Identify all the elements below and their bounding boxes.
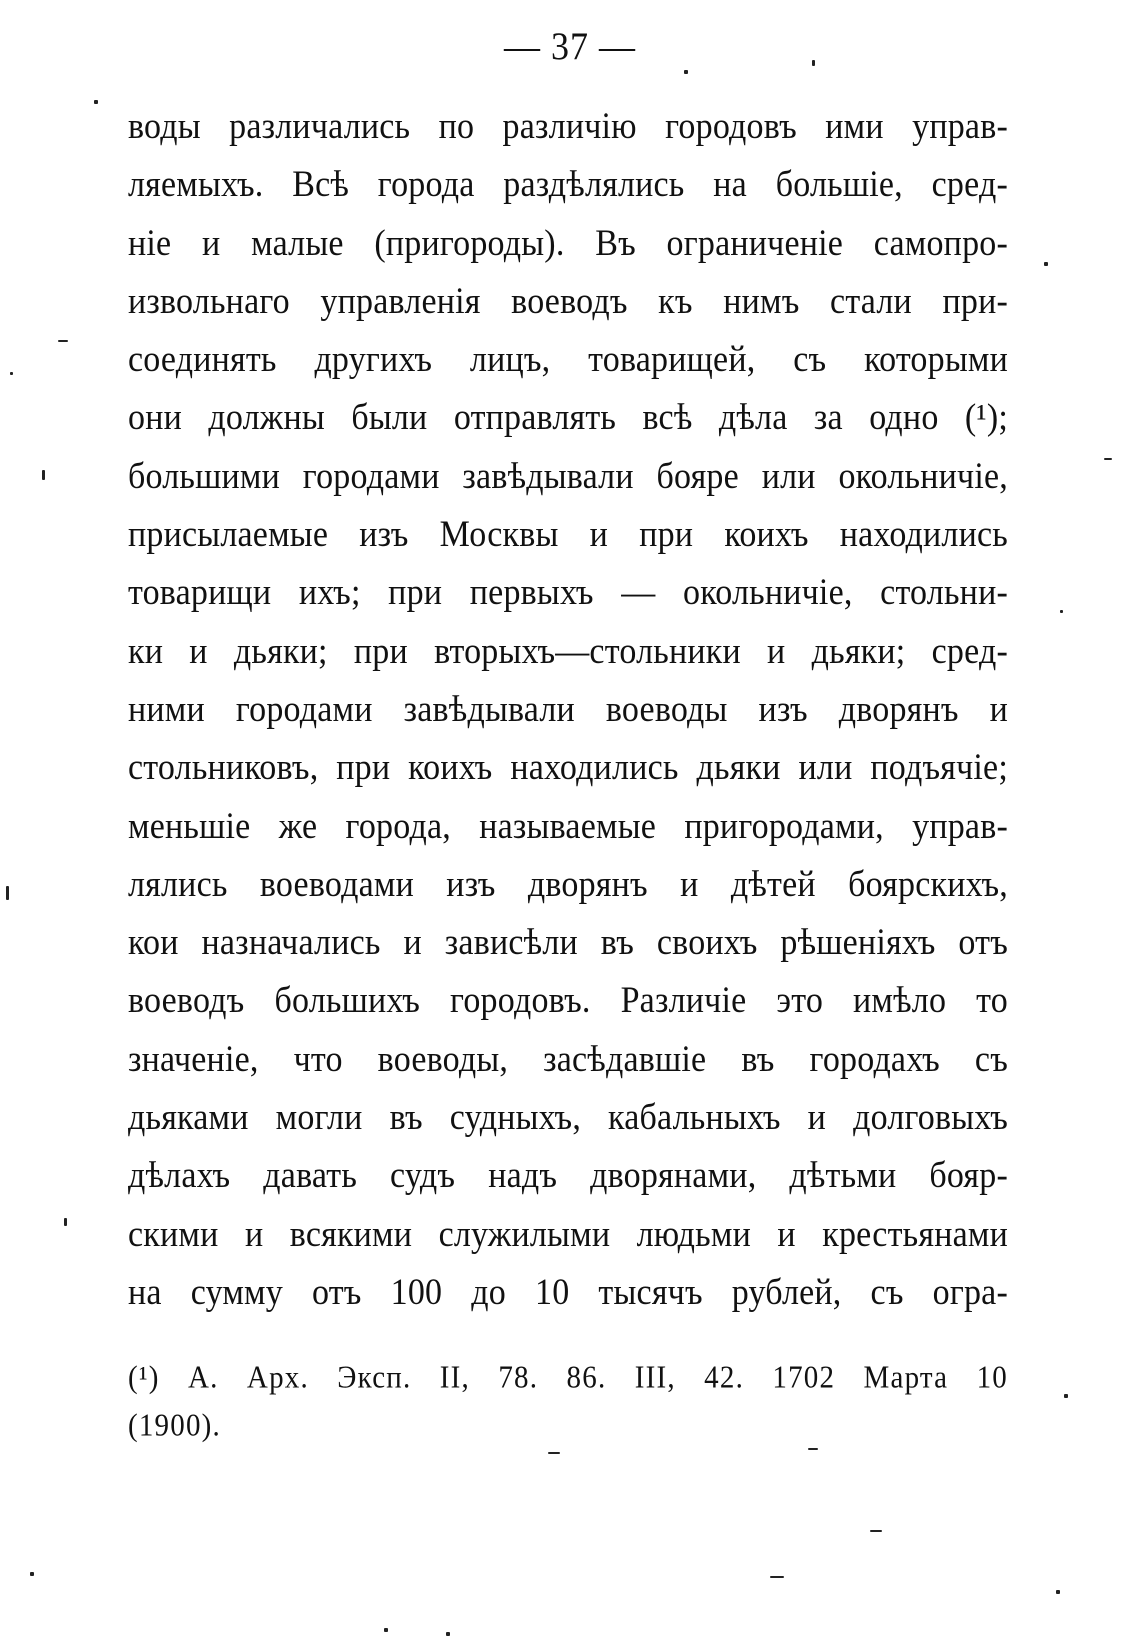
scan-speck [446, 1632, 450, 1636]
text-line: извольнаго управленія воеводъ къ нимъ стали при- [128, 281, 1008, 322]
text-line: они должны были отправлять всѣ дѣла за одно (¹); [128, 397, 1008, 438]
scan-speck [1104, 458, 1112, 460]
scan-speck [1060, 610, 1063, 613]
text-line: товарищи ихъ; при первыхъ — окольничіе, стольни- [128, 572, 1008, 613]
scan-speck [812, 60, 815, 66]
scan-speck [42, 470, 45, 480]
scan-speck [384, 1628, 388, 1632]
scan-speck [64, 1218, 67, 1226]
scan-speck [1064, 1394, 1068, 1398]
text-line: большими городами завѣдывали бояре или окольничіе, [128, 456, 1008, 497]
text-line: ки и дьяки; при вторыхъ—стольники и дьяки; сред- [128, 631, 1008, 672]
footnote-line: (1900). [128, 1408, 221, 1444]
text-line: кои назначались и зависѣли въ своихъ рѣшеніяхъ отъ [128, 922, 1008, 963]
scan-speck [1056, 1590, 1060, 1594]
scan-speck [58, 340, 68, 342]
scan-speck [94, 100, 98, 104]
text-line: на сумму отъ 100 до 10 тысячъ рублей, съ огра- [128, 1272, 1008, 1313]
footnote [128, 1354, 1008, 1450]
text-line: значеніе, что воеводы, засѣдавшіе въ городахъ съ [128, 1039, 1008, 1080]
text-line: меньшіе же города, называемые пригородами, управ- [128, 806, 1008, 846]
text-line: стольниковъ, при коихъ находились дьяки или подъячіе; [128, 747, 1008, 788]
text-line: соединять другихъ лицъ, товарищей, съ которыми [128, 339, 1008, 380]
text-line: ними городами завѣдывали воеводы изъ дворянъ и [128, 689, 1008, 730]
text-line: скими и всякими служилыми людьми и крестьянами [128, 1214, 1008, 1255]
page-number: — 37 — [504, 24, 636, 68]
scan-speck [870, 1530, 882, 1532]
text-line: воеводъ большихъ городовъ. Различіе это имѣло то [128, 980, 1008, 1021]
text-line: лялись воеводами изъ дворянъ и дѣтей боярскихъ, [128, 864, 1008, 905]
scan-speck [770, 1576, 784, 1578]
scan-speck [6, 886, 9, 900]
scan-speck [548, 1452, 560, 1454]
scan-speck [684, 70, 688, 74]
scan-speck [1044, 262, 1048, 266]
text-line: ніе и малые (пригороды). Въ ограниченіе самопро- [128, 223, 1008, 264]
scan-speck [30, 1572, 34, 1576]
scan-speck [808, 1448, 818, 1450]
text-line: ляемыхъ. Всѣ города раздѣлялись на большіе, сред- [128, 164, 1008, 205]
text-line: присылаемые изъ Москвы и при коихъ находились [128, 514, 1008, 555]
text-line: дѣлахъ давать судъ надъ дворянами, дѣтьми бояр- [128, 1155, 1008, 1196]
text-line: воды различались по различію городовъ ими управ- [128, 106, 1008, 147]
text-line: дьяками могли въ судныхъ, кабальныхъ и долговыхъ [128, 1097, 1008, 1138]
main-text [128, 98, 1008, 1322]
footnote-line: (¹) А. Арх. Эксп. II, 78. 86. III, 42. 1702 Марта 10 [128, 1360, 1008, 1396]
scan-speck [10, 372, 13, 375]
